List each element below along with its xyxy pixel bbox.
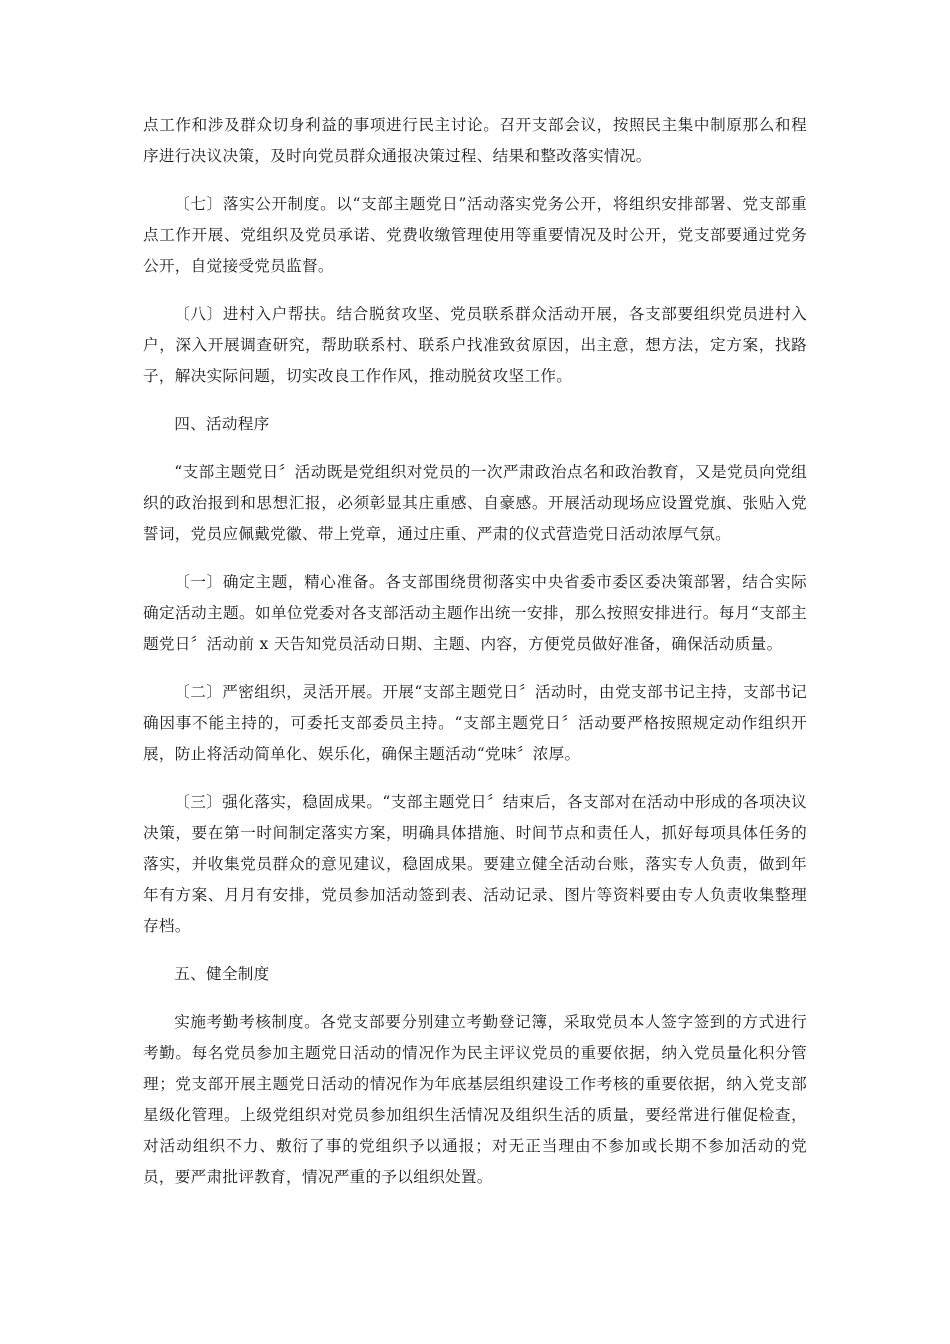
document-body <box>143 110 807 1210</box>
section-heading-4: 四、活动程序 <box>174 415 270 433</box>
paragraph-item-7: 〔七〕落实公开制度。以“支部主题党日”活动落实党务公开，将组织安排部署、党支部重点工作开展、党组织及党员承诺、党费收缴管理使用等重要情况及时公开，党支部要通过党务公开，自觉接受党员监督。 <box>143 195 807 275</box>
paragraph-procedure-intro: “支部主题党日〞活动既是党组织对党员的一次严肃政治点名和政治教育，又是党员向党组织的政治报到和思想汇报，必须彰显其庄重感、自豪感。开展活动现场应设置党旗、张贴入党誓词，党员应佩戴党徽、带上党章，通过庄重、严肃的仪式营造党日活动浓厚气氛。 <box>143 463 807 543</box>
paragraph-attendance-system: 实施考勤考核制度。各党支部要分别建立考勤登记簿，采取党员本人签字签到的方式进行考勤。每名党员参加主题党日活动的情况作为民主评议党员的重要依据，纳入党员量化积分管理；党支部开展主题党日活动的情况作为年底基层组织建设工作考核的重要依据，纳入党支部星级化管理。上级党组织对党员参加组织生活情况及组织生活的质量，要经常进行催促检查，对活动组织不力、敷衍了事的党组织予以通报；对无正当理由不参加或长期不参加活动的党员，要严肃批评教育，情况严重的予以组织处置。 <box>143 1013 807 1186</box>
section-heading-5: 五、健全制度 <box>174 965 270 983</box>
paragraph-continuation: 点工作和涉及群众切身利益的事项进行民主讨论。召开支部会议，按照民主集中制原那么和程序进行决议决策，及时向党员群众通报决策过程、结果和整改落实情况。 <box>143 116 807 165</box>
paragraph-step-2: 〔二〕严密组织，灵活开展。开展“支部主题党日〞活动时，由党支部书记主持，支部书记确因事不能主持的，可委托支部委员主持。“支部主题党日〞活动要严格按照规定动作组织开展，防止将活动简单化、娱乐化，确保主题活动“党味〞浓厚。 <box>143 683 807 763</box>
paragraph-step-3: 〔三〕强化落实，稳固成果。“支部主题党日〞结束后，各支部对在活动中形成的各项决议决策，要在第一时间制定落实方案，明确具体措施、时间节点和责任人，抓好每项具体任务的落实，并收集党员群众的意见建议，稳固成果。要建立健全活动台账，落实专人负责，做到年年有方案、月月有安排，党员参加活动签到表、活动记录、图片等资料要由专人负责收集整理存档。 <box>143 793 807 935</box>
paragraph-item-8: 〔八〕进村入户帮扶。结合脱贫攻坚、党员联系群众活动开展，各支部要组织党员进村入户，深入开展调查研究，帮助联系村、联系户找准致贫原因，出主意，想方法，定方案，找路子，解决实际问题，切实改良工作作风，推动脱贫攻坚工作。 <box>143 305 807 385</box>
paragraph-step-1: 〔一〕确定主题，精心准备。各支部围绕贯彻落实中央省委市委区委决策部署，结合实际确定活动主题。如单位党委对各支部活动主题作出统一安排，那么按照安排进行。每月“支部主题党日〞活动前 x 天告知党员活动日期、主题、内容，方便党员做好准备，确保活动质量。 <box>143 573 807 653</box>
